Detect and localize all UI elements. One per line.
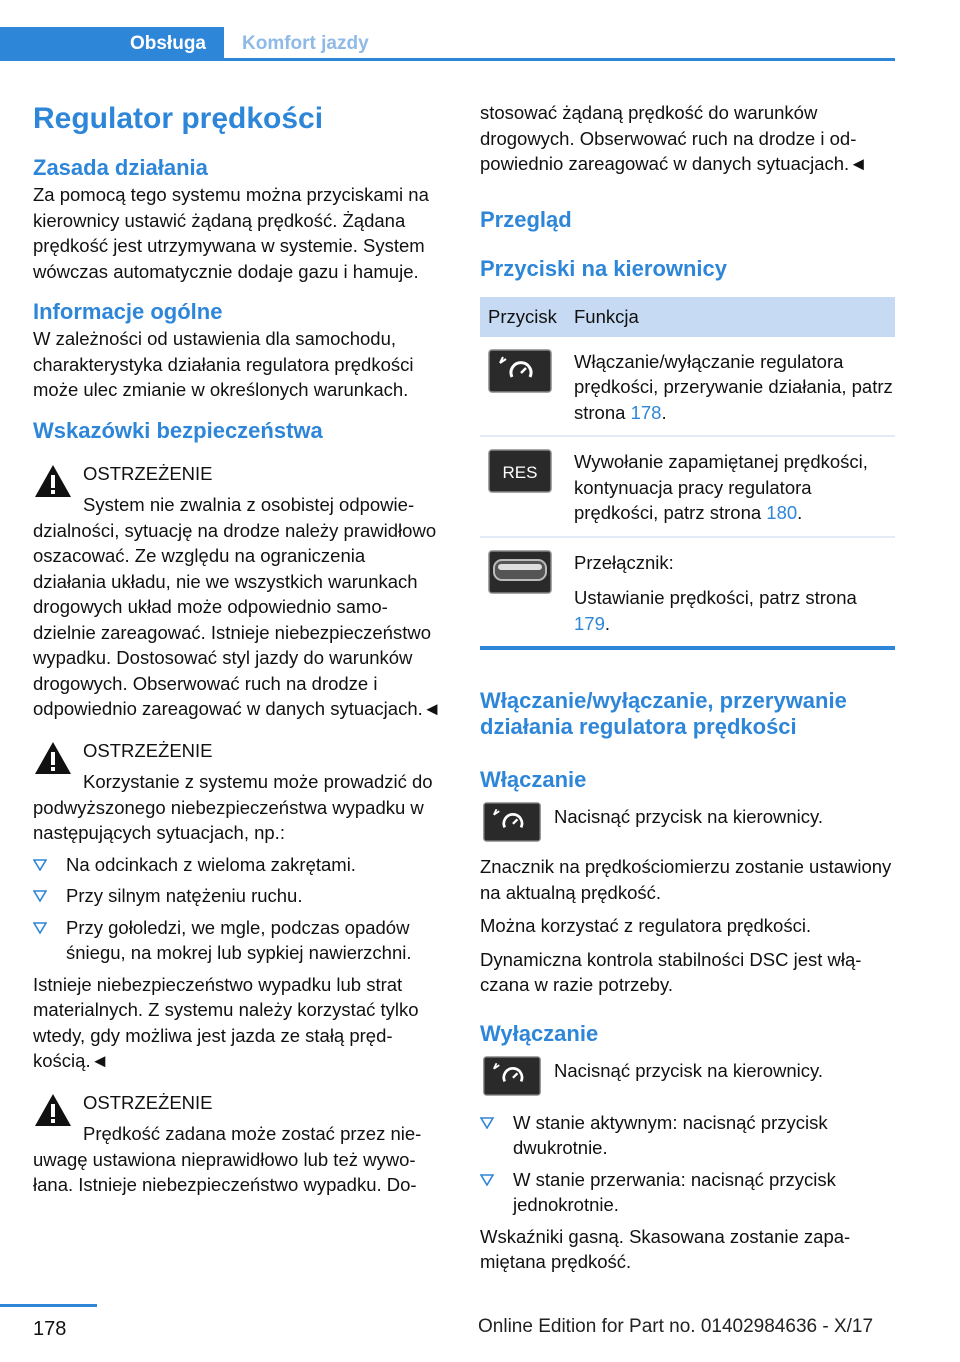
triangle-bullet-icon xyxy=(480,1117,494,1129)
triangle-bullet-icon xyxy=(480,1174,494,1186)
res-button-icon xyxy=(488,449,552,493)
warning-title: OSTRZEŻENIE xyxy=(83,462,213,484)
warning-text: Prędkość zadana może zostać przez nieuwagę ustawiona nieprawidłowo lub też wywołana. Istnieje niebezpieczeństwo wypadku. Do- xyxy=(33,1123,422,1195)
table-header-przycisk: Przycisk xyxy=(480,297,566,337)
table-header-funkcja: Funkcja xyxy=(566,297,895,337)
triangle-bullet-icon xyxy=(33,890,47,902)
table-row xyxy=(480,436,895,537)
inline-button-on xyxy=(480,802,895,846)
paragraph: Można korzystać z regulatora prędkości. xyxy=(480,915,812,936)
inline-button-off xyxy=(480,1056,895,1100)
page-number-rule xyxy=(0,1304,97,1307)
table-row xyxy=(480,337,895,437)
list-item: Przy silnym natężeniu ruchu. xyxy=(33,883,443,909)
section-heading-wskazowki: Wskazówki bezpieczeństwa xyxy=(33,417,323,443)
warning-block-3 xyxy=(33,1090,443,1198)
triangle-bullet-icon xyxy=(33,922,47,934)
tab-obsluga[interactable]: Obsługa xyxy=(0,27,224,61)
svg-text:RES: RES xyxy=(502,463,538,482)
section-heading-informacje: Informacje ogólne xyxy=(33,299,223,324)
warning-block-2 xyxy=(33,738,443,1074)
table-header-row xyxy=(480,297,895,337)
page-link[interactable]: 179 xyxy=(574,612,605,634)
warning-title: OSTRZEŻENIE xyxy=(83,1091,213,1113)
page-link[interactable]: 180 xyxy=(766,502,798,523)
list-item: W stanie przerwania: nacisnąć przycisk jednokrotnie. xyxy=(480,1167,895,1218)
paragraph-informacje: W zależności od ustawienia dla samochodu, charakterystyka działania regulatora prędkości może ulec zmianie w określonych warunkach. xyxy=(33,328,414,400)
warning-text: System nie zwalnia z osobistej odpowiedzialności, sytuację na drodze należy prawidłowo oszacować. Ze względu na ograniczenia działania układu, nie we wszystkich warunkach drogowych układ może odpowiednio samodzielnie zareagować. Istnieje niebezpieczeństwo wypadku. Dostosować styl jazdy do warunków drogowych. Obserwować ruch na drodze i odpowiednio zareagować w danych sytuacjach.◄ xyxy=(33,494,442,719)
section-heading-przeglad: Przegląd xyxy=(480,206,572,232)
section-heading-wylaczanie: Wyłączanie xyxy=(480,1020,599,1046)
buttons-table xyxy=(480,297,895,651)
header-bar xyxy=(0,27,895,61)
section-heading-wlaczanie-wylaczanie: Włączanie/wyłączanie, przerywanie działania regulatora prędkości xyxy=(480,688,847,739)
paragraph-continued: stosować żądaną prędkość do warunków drogowych. Obserwować ruch na drodze i odpowiednio zareagować w danych sytuacjach.◄ xyxy=(480,102,868,174)
warning-title: OSTRZEŻENIE xyxy=(83,739,213,761)
warning-triangle-icon xyxy=(33,740,73,776)
instruction-text: Nacisnąć przycisk na kierownicy. xyxy=(554,1059,824,1081)
left-column xyxy=(33,100,443,1198)
right-column xyxy=(480,100,895,1275)
cruise-control-button-icon xyxy=(480,1056,544,1096)
section-heading-przyciski: Przyciski na kierownicy xyxy=(480,255,728,281)
paragraph: Wskaźniki gasną. Skasowana zostanie zapamiętana prędkość. xyxy=(480,1225,851,1272)
table-row xyxy=(480,537,895,649)
warning-list xyxy=(33,852,443,966)
triangle-bullet-icon xyxy=(33,859,47,871)
warning-triangle-icon xyxy=(33,1092,73,1128)
footer-edition: Online Edition for Part no. 01402984636 - X/17 xyxy=(478,1316,874,1337)
section-heading-wlaczanie: Włączanie xyxy=(480,767,587,792)
warning-block-1 xyxy=(33,461,443,722)
warning-after-text: Istnieje niebezpieczeństwo wypadku lub strat materialnych. Z systemu należy korzystać tylko wtedy, gdy możliwa jest jazda ze stałą prędkością.◄ xyxy=(33,973,419,1071)
table-cell-function: Włączanie/wyłączanie regulatora prędkości, przerywanie działania, patrz strona 178. xyxy=(566,337,895,437)
warning-text: Korzystanie z systemu może prowadzić do podwyższonego niebezpieczeństwa wypadku w następujących sytuacjach, np.: xyxy=(33,771,433,843)
page-link[interactable]: 178 xyxy=(630,401,662,423)
section-heading-zasada: Zasada działania xyxy=(33,155,208,180)
paragraph: Znacznik na prędkościomierzu zostanie ustawiony na aktualną prędkość. xyxy=(480,856,892,903)
instruction-text: Nacisnąć przycisk na kierownicy. xyxy=(554,806,824,827)
table-cell-function: Wywołanie zapamiętanej prędkości, kontynuacja pracy regulatora prędkości, patrz strona 180. xyxy=(566,436,895,537)
tab-komfort-jazdy[interactable]: Komfort jazdy xyxy=(242,33,369,54)
list-item: W stanie aktywnym: nacisnąć przycisk dwukrotnie. xyxy=(480,1110,895,1161)
list-item: Przy gołoledzi, we mgle, podczas opadów śniegu, na mokrej lub sypkiej nawierzchni. xyxy=(33,915,443,966)
off-list xyxy=(480,1110,895,1218)
paragraph-zasada: Za pomocą tego systemu można przyciskami na kierownicy ustawić żądaną prędkość. Żądana prędkość jest utrzymywana w systemie. System wówczas automatycznie dodaje gazu i hamuje. xyxy=(33,184,429,282)
list-item: Na odcinkach z wieloma zakrętami. xyxy=(33,852,443,878)
table-cell-function: Przełącznik: Ustawianie prędkości, patrz strona 179. xyxy=(566,537,895,649)
rocker-switch-icon xyxy=(488,550,552,594)
page-number: 178 xyxy=(33,1318,67,1340)
warning-triangle-icon xyxy=(33,463,73,499)
paragraph: Dynamiczna kontrola stabilności DSC jest włączana w razie potrzeby. xyxy=(480,948,862,995)
page-title: Regulator prędkości xyxy=(33,102,324,135)
cruise-control-button-icon xyxy=(480,802,544,842)
cruise-control-button-icon xyxy=(488,349,552,393)
